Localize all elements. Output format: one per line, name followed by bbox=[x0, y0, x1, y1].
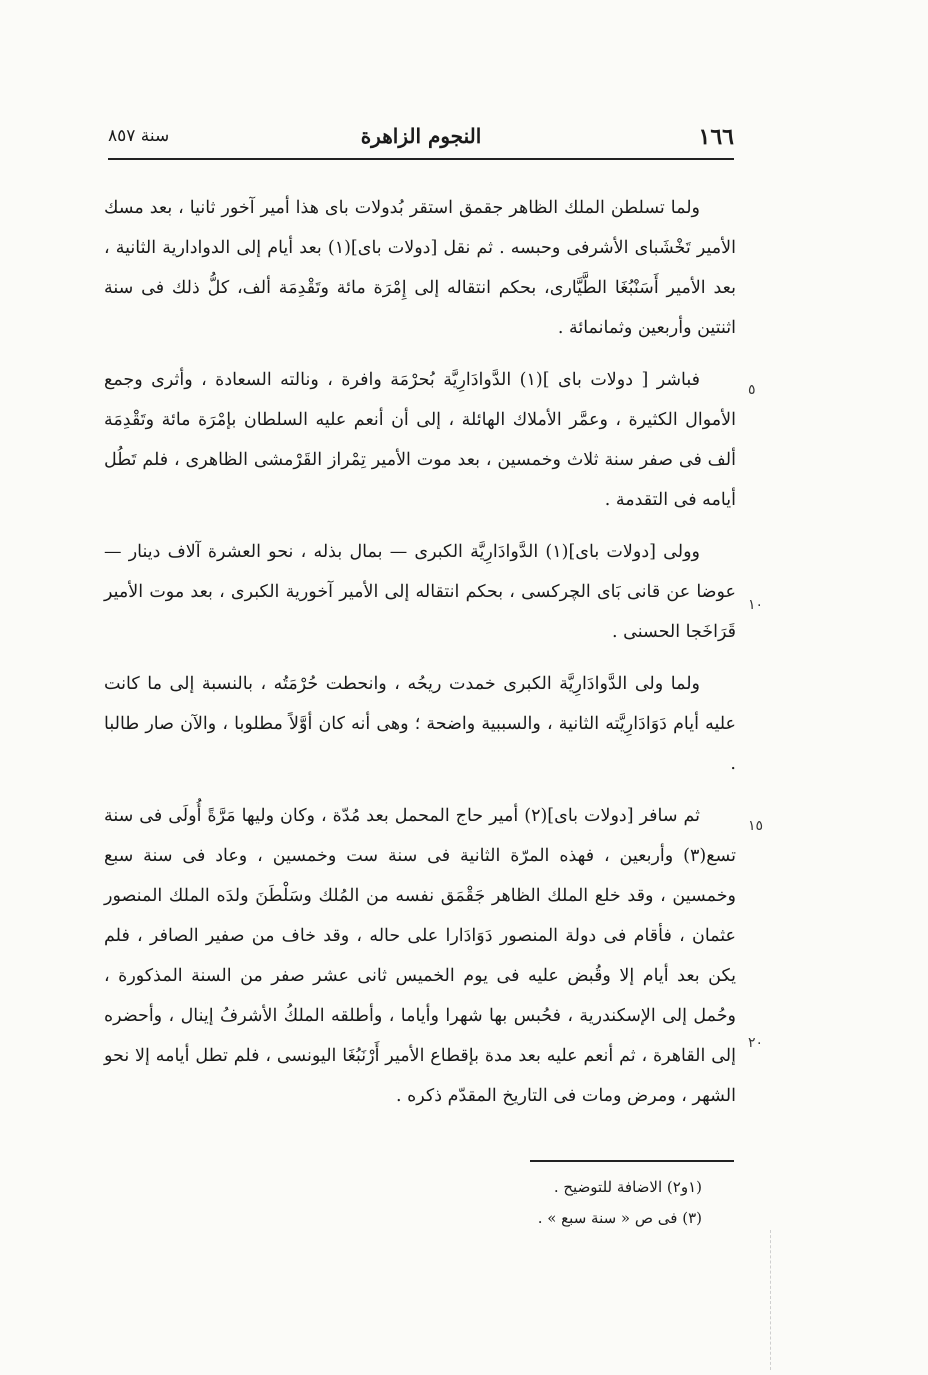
line-number-10: ١٠ bbox=[748, 597, 764, 613]
line-number-20: ٢٠ bbox=[748, 1035, 764, 1051]
paragraph: ثم سافر [دولات باى](٢) أمير حاج المحمل بعد مُدّة ، وكان وليها مَرَّةً أُولَى فى سنة تسع(٣) وأربعين ، فهذه المرّة الثانية فى سنة ست وخمسين ، وعاد فى سنة سبع وخمسين ، وقد خلع الملك الظاهر جَقْمَق نفسه من المُلك وسَلْطَنَ ولدَه الملك المنصور عثمان ، فأقام فى دولة المنصور دَوَادَارا على حاله ، وقد خاف من صفير الصافر ، فلم يكن بعد أيام إلا وقُبض عليه فى يوم الخميس ثانى عشر صفر من السنة المذكورة ، وحُمل إلى الإسكندرية ، فحُبس بها شهرا وأياما ، وأطلقه الملكُ الأشرفُ إينال ، وأحضره إلى القاهرة ، ثم أنعم عليه بعد مدة بإقطاع الأمير أَرْنَبُغَا اليونسى ، فلم تطل أيامه إلا نحو الشهر ، ومرض ومات فى التاريخ المقدّم ذكره . bbox=[104, 806, 736, 1106]
paragraph: فباشر [ دولات باى ](١) الدَّوادَارِيَّة بُحرْمَة وافرة ، ونالته السعادة ، وأثرى وجمع الأموال الكثيرة ، وعمَّر الأملاك الهائلة ، إلى أن أنعم عليه السلطان بإمْرَة مائة وتَقْدِمَة ألف فى صفر سنة ثلاث وخمسين ، بعد موت الأمير تِمْراز القَرْمشى الظاهرى ، فلم تَطُل أيامه فى التقدمة . bbox=[104, 370, 736, 510]
footnote-rule bbox=[530, 1160, 734, 1162]
line-number-5: ٥ bbox=[748, 382, 756, 398]
scan-edge-mark bbox=[770, 1230, 771, 1370]
body-text bbox=[104, 188, 736, 1128]
footnote: (٣) فى ص « سنة سبع » . bbox=[537, 1209, 702, 1227]
page-header bbox=[108, 124, 734, 158]
running-year: سنة ٨٥٧ bbox=[108, 126, 170, 146]
line-number-15: ١٥ bbox=[748, 818, 764, 834]
paragraph: ولما ولى الدَّوادَارِيَّة الكبرى خمدت ريحُه ، وانحطت حُرْمَتُه ، بالنسبة إلى ما كانت عليه أيام دَوَادَارِيَّته الثانية ، والسببية واضحة ؛ وهى أنه كان أوَّلاً مطلوبا ، والآن صار طالبا . bbox=[104, 674, 736, 774]
running-title: النجوم الزاهرة bbox=[360, 124, 482, 148]
header-rule bbox=[108, 158, 734, 160]
paragraph: وولى [دولات باى](١) الدَّوادَارِيَّة الكبرى — بمال بذله ، نحو العشرة آلاف دينار — عوضا عن قانى بَاى الچركسى ، بحكم انتقاله إلى الأمير آخورية الكبرى ، بعد موت الأمير قَرَاخَجا الحسنى . bbox=[104, 542, 736, 642]
footnote: (١و٢) الاضافة للتوضيح . bbox=[553, 1178, 702, 1196]
paragraph: ولما تسلطن الملك الظاهر جقمق استقر بُدولات باى هذا أمير آخور ثانيا ، بعد مسك الأمير تَخْشَباى الأشرفى وحبسه . ثم نقل [دولات باى](١) بعد أيام إلى الدوادارية الثانية ، بعد الأمير أَسَنْبُغَا الطَّيَّارى، بحكم انتقاله إلى إِمْرَة مائة وتَقْدِمَة ألف، كلُّ ذلك فى سنة اثنتين وأربعين وثمانمائة . bbox=[104, 198, 736, 338]
footnotes bbox=[330, 1172, 702, 1234]
page-number: ١٦٦ bbox=[698, 124, 734, 150]
